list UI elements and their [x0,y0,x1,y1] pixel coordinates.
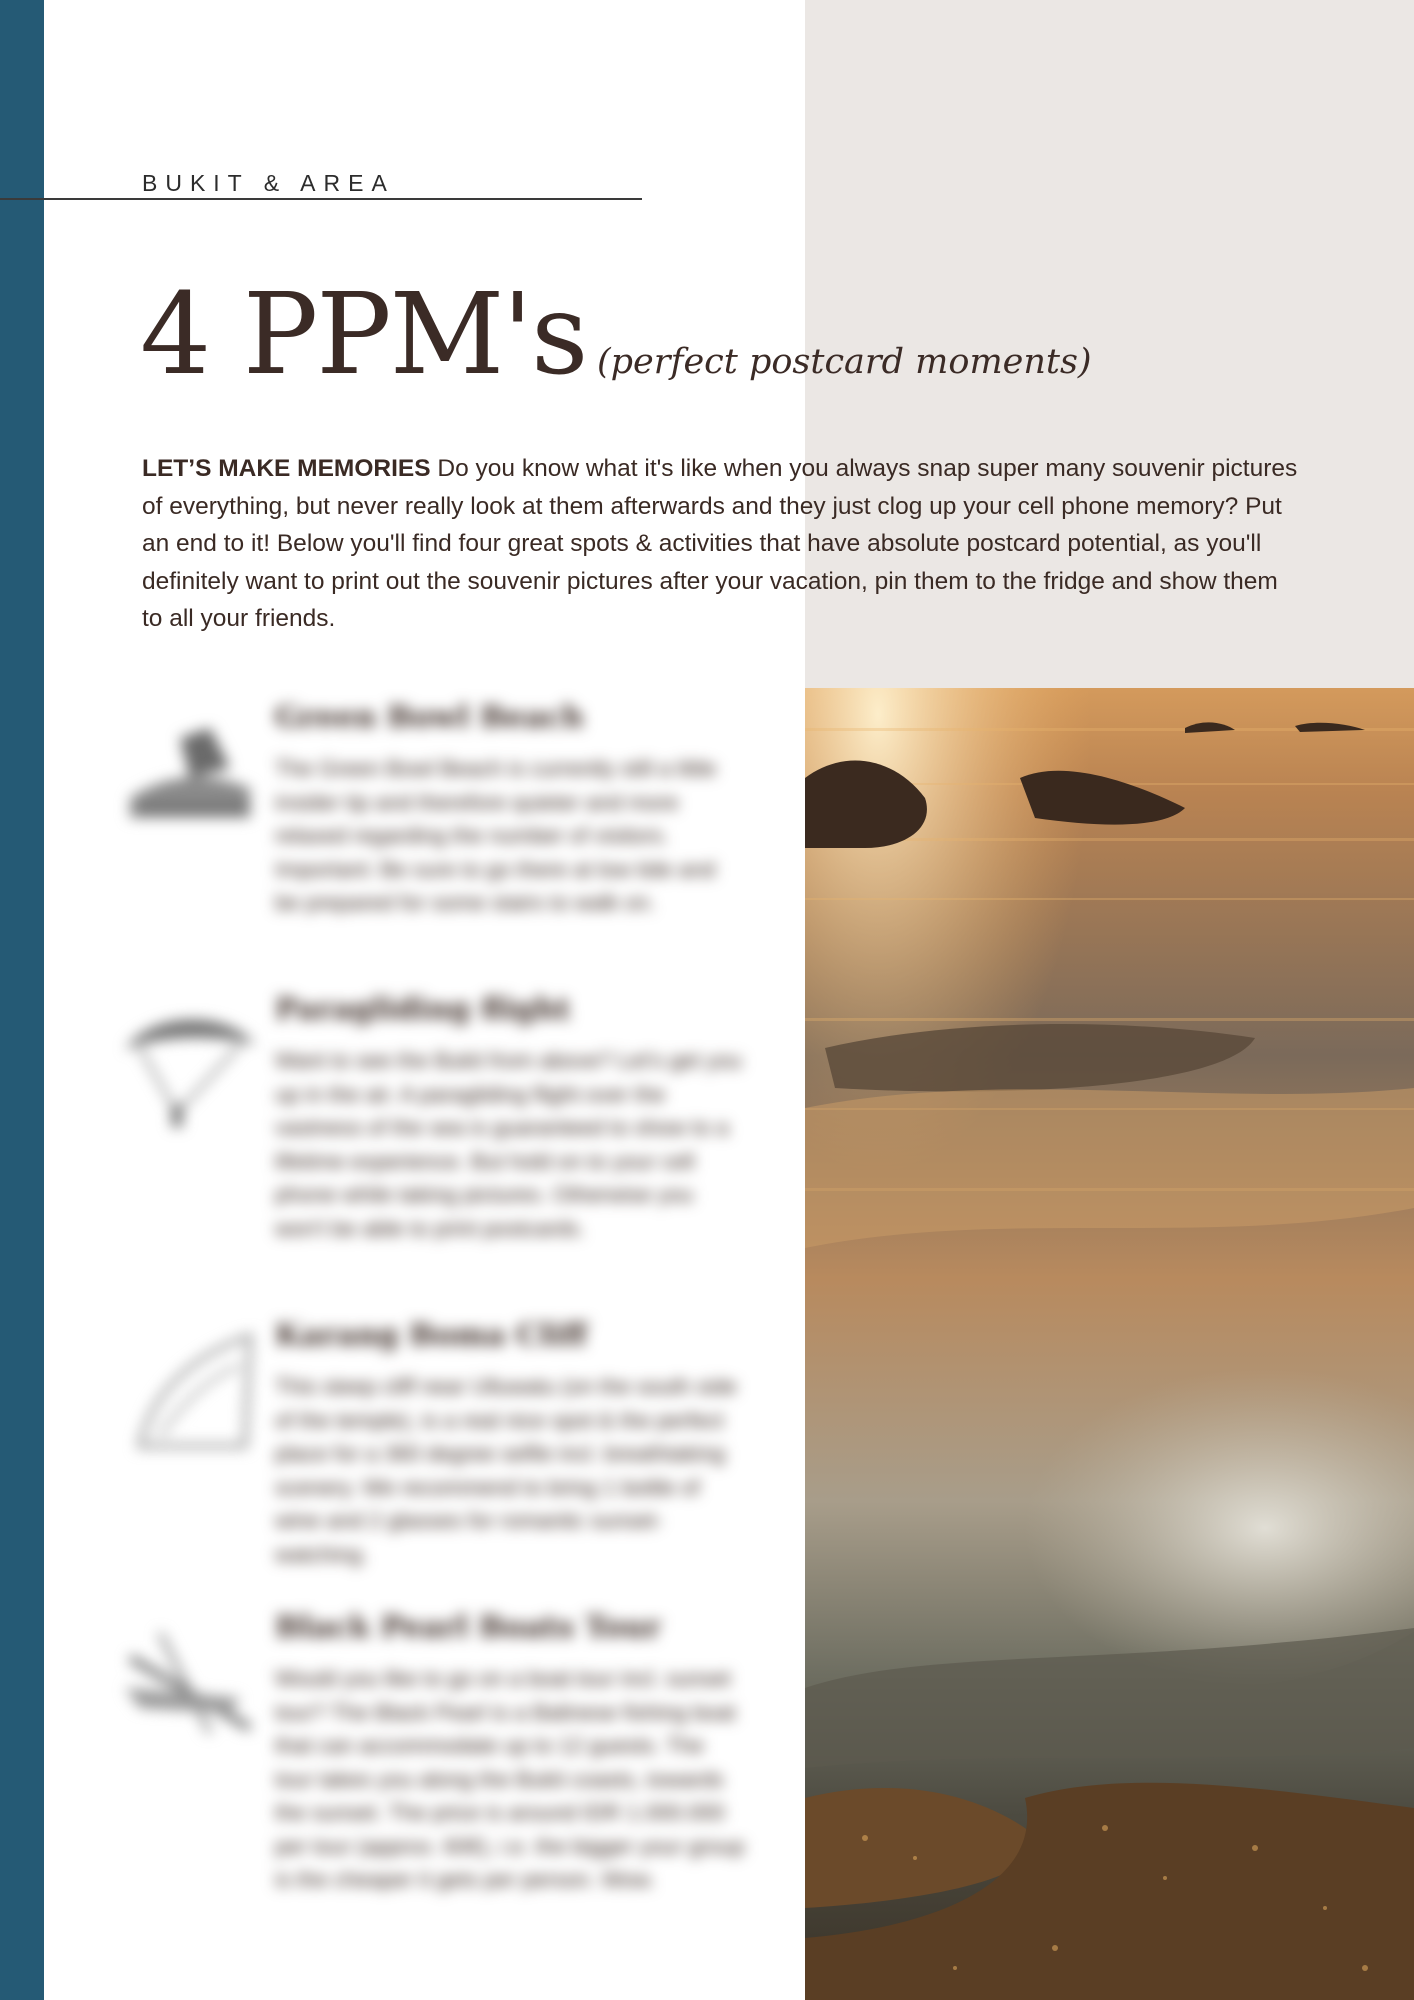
headline-main: 4 PPM's [140,270,587,400]
intro-body: Do you know what it's like when you always snap super many souvenir pictures of everything, but never really look at them afterwards and they just clog up your cell phone memory? Put an end to it! Below you'll find four great spots & activities that have absolute postcard potential, as you'll definitely want to print out the souvenir pictures after your vacation, pin them to the fridge and show them to all your friends. [142,455,1298,632]
ocean-waves-photo [805,688,1414,2000]
ocean-waves-image [805,688,1414,2000]
intro-lead: LET’S MAKE MEMORIES [142,455,431,482]
section-label: BUKIT & AREA [142,170,395,196]
left-accent-bar [0,0,44,2000]
headline-subtitle: (perfect postcard moments) [596,342,1092,382]
activities-list [110,700,760,1980]
activity-description: Would you like to go on a boat tour incl. sunset tour? The Black Pearl is a Balinese fishing boat that can accommodate up to 12 guests. The tour takes you along the Bukit coasts, towards the sunset. The price is around IDR 1.000.000 per tour (approx. 60€), i.e. the bigger your group is the cheaper it gets per person. Wow. [275,1666,745,1892]
activity-description: This steep cliff near Ulluwatu (on the south side of the temple), is a real nice spot & the perfect place for a 360 degree selfie incl. breathtaking scenery. We recommend to bring 1 bottle of wine and 2 glasses for romantic sunset-watching. [275,1374,737,1567]
cliff-illustration-icon [120,1326,260,1456]
activity-description: Want to see the Bukit from above? Let's get you up in the air. A paragliding flight over the vastness of the sea is guaranteed to show to a lifetime experience. But hold on to your cell phone while taking pictures. Otherwise you won't be able to print postcards. [275,1048,742,1241]
beach-illustration-icon [120,708,260,838]
section-divider [0,198,642,200]
activity-title: Black Pearl Boats Tour [275,1610,662,1645]
activity-description: The Green Bowl Beach is currently still a little insider tip and therefore quieter and more relaxed regarding the number of visitors. Important: Be sure to go there at low tide and be prepared for some stairs to walk on. [275,756,717,915]
intro-paragraph [142,450,1302,638]
activity-title: Green Bowl Beach [275,700,584,735]
page-headline [140,270,1092,400]
activity-title: Karang Boma Cliff [275,1318,588,1353]
activity-title: Paragliding flight [275,992,571,1027]
boat-illustration-icon [120,1618,260,1748]
paraglider-illustration-icon [120,1000,260,1130]
